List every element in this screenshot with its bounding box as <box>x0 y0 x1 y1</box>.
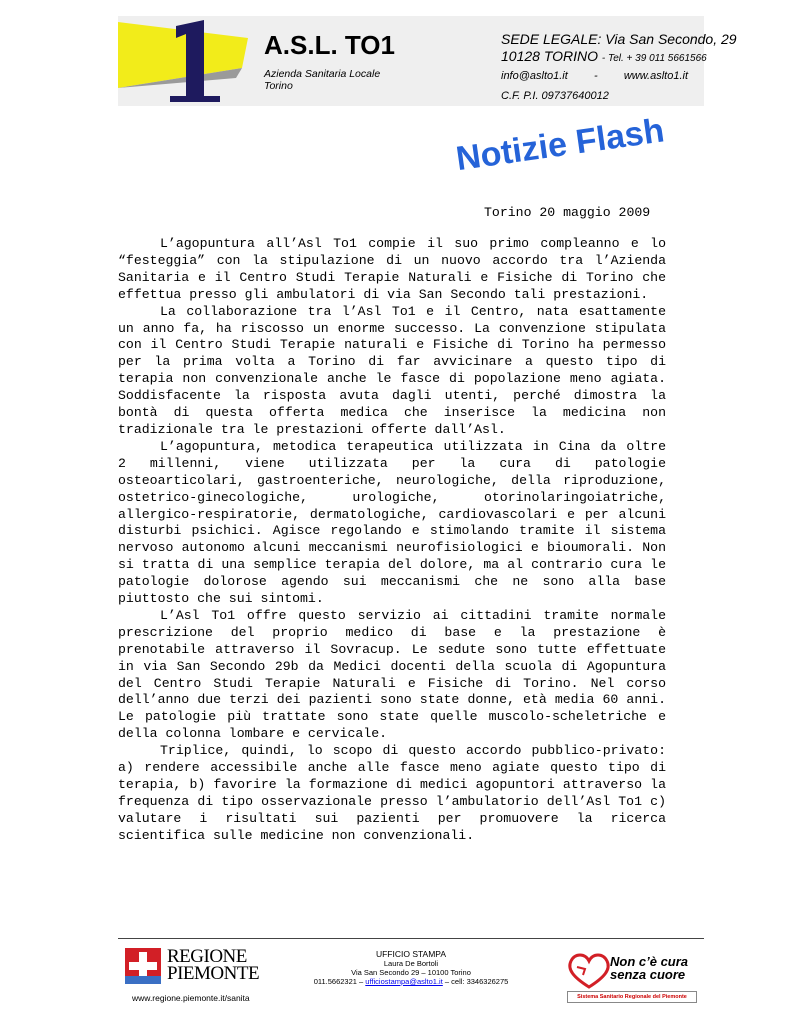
letterhead <box>118 16 737 106</box>
sede-cf: C.F. P.I. 09737640012 <box>501 90 609 102</box>
org-name: A.S.L. TO1 <box>264 30 395 60</box>
regione-name: REGIONE PIEMONTE <box>167 946 260 984</box>
asl-logo <box>118 16 258 106</box>
paragraph-4: L’Asl To1 offre questo servizio ai cittadini tramite normale prescrizione del proprio medico di base e la prestazione è prenotabile attraverso il Sovracup. Le sedute sono tutte effettuate in via San Secondo 29b da Medici docenti della scuola di Agopuntura del Centro Studi Terapie Naturali e Fisiche di Torino. Nel corso dell’anno due terzi dei pazienti sono state donne, età media 60 anni. Le patologie più trattate sono state quelle muscolo-scheletriche e della colonna lombare e cervicale. <box>118 607 666 742</box>
paragraph-1: L’agopuntura all’Asl To1 compie il suo primo compleanno e lo “festeggia” con la stipulazione di un nuovo accordo tra l’Azienda Sanitaria e il Centro Studi Terapie Naturali e Fisiche di Torino che effettua presso gli ambulatori di via San Secondo tali prestazioni. <box>118 236 666 302</box>
press-office-address: Via San Secondo 29 – 10100 Torino <box>351 968 471 977</box>
heart-logo-caption: Sistema Sanitario Regionale del Piemonte <box>567 991 697 1003</box>
press-office <box>300 949 522 986</box>
press-office-name: Laura De Bortoli <box>383 959 439 968</box>
paragraph-5: Triplice, quindi, lo scopo di questo accordo pubblico-privato: a) rendere accessibile anche alle fasce meno agiate questo tipo di terapia, b) favorire la formazione di medici agopuntori attraverso la frequenza di tipo osservazionale presso l’ambulatorio dell’Asl To1 c) valutare i risultati sui pazienti per promuovere la ricerca scientifica sulle medicine non convenzionali. <box>118 743 666 843</box>
sede-web: www.aslto1.it <box>623 70 689 82</box>
footer-divider <box>118 938 704 939</box>
page-title: Notizie Flash <box>453 111 667 179</box>
regione-url[interactable]: www.regione.piemonte.it/sanita <box>132 993 250 1003</box>
press-office-contacts: 011.5662321 – ufficiostampa@aslto1.it – cell: 3346326275 <box>313 977 509 986</box>
paragraph-2: La collaborazione tra l’Asl To1 e il Centro, nata esattamente un anno fa, ha riscosso un enorme successo. La convenzione stipulata con il Centro Studi Terapie naturali e Fisiche di Torino ha permesso per la prima volta a Torino di far avvicinare a questo tipo di terapia non convenzionale anche le fasce di popolazione meno agiata. Soddisfacente la risposta avuta dagli utenti, perché dimostra la bontà di questa offerta medica che inserisce la medicina non tradizionale tra le prestazioni offerte dall’Asl. <box>118 303 666 437</box>
press-office-email-link[interactable]: ufficiostampa@aslto1.it <box>365 977 443 986</box>
sede-email: info@aslto1.it <box>501 70 568 82</box>
article-body <box>118 236 666 845</box>
paragraph-3: L’agopuntura, metodica terapeutica utilizzata in Cina da oltre 2 millenni, viene utilizzata per la cura di patologie osteoarticolari, gastroenteriche, neurologiche, della riproduzione, ostetrico-ginecologiche, urologiche, otorinolaringoiatriche, allergico-respiratorie, dermatologiche, cardiovascolari e per alcuni disturbi psichici. Agisce regolando e stimolando tramite il sistema nervoso autonomo alcuni meccanismi neurofisiologici e bioumorali. Non si tratta di una semplice terapia del dolore, ma al contrario cura le patologie dolorose agendo sui meccanismi che ne sono alla base piuttosto che sui sintomi. <box>118 438 666 607</box>
sede-address: SEDE LEGALE: Via San Secondo, 29 <box>501 31 737 47</box>
heart-slogan: Non c’è cura senza cuore <box>610 954 689 982</box>
date-line: Torino 20 maggio 2009 <box>484 205 651 220</box>
org-subtitle: Azienda Sanitaria Locale Torino <box>264 68 381 92</box>
sede-tel: - Tel. + 39 011 5661566 <box>601 53 707 64</box>
press-office-title: UFFICIO STAMPA <box>375 949 447 959</box>
regione-piemonte-crest-icon <box>125 948 161 984</box>
sede-legale <box>501 31 737 105</box>
sede-city: 10128 TORINO - Tel. + 39 011 5661566 <box>501 48 707 64</box>
sede-contacts: info@aslto1.it - www.aslto1.it <box>501 70 689 82</box>
